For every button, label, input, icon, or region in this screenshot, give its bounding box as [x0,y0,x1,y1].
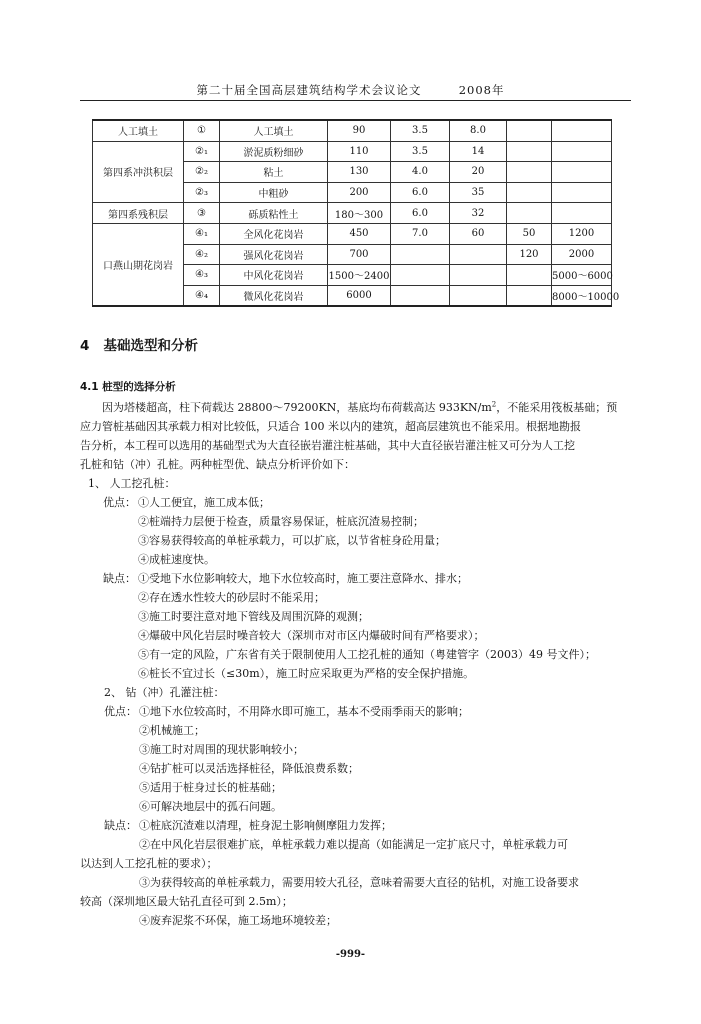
value-cell: 1500～2400 [328,265,391,286]
list-label: 优点： [104,705,137,718]
list-item: ①受地下水位影响较大，地下水位较高时，施工要注意降水、排水； [138,572,468,585]
code-cell: ②₂ [184,162,220,183]
table-row [93,141,612,162]
value-cell [552,141,612,162]
value-cell: 8.0 [450,120,507,141]
page-number: -999- [335,949,366,960]
code-cell: ④₁ [184,223,220,244]
soil-name-cell: 中粗砂 [220,182,328,203]
value-cell: 3.5 [391,141,450,162]
subsection-title: 桩型的选择分析 [102,381,176,393]
value-cell: 180～300 [328,203,391,224]
value-cell: 6.0 [391,203,450,224]
value-cell: 32 [450,203,507,224]
value-cell: 90 [328,120,391,141]
soil-name-cell: 人工填土 [220,120,328,141]
paragraph-line: 孔桩和钻（冲）孔桩。两种桩型优、缺点分析评价如下： [80,458,355,471]
value-cell [391,265,450,286]
code-cell: ④₄ [184,285,220,306]
code-cell: ②₃ [184,182,220,203]
list-item: ③施工时对周围的现状影响较小； [139,743,304,756]
value-cell: 4.0 [391,162,450,183]
superscript: 2 [491,400,497,409]
header-rule [80,100,631,101]
value-cell [450,285,507,306]
soil-name-cell: 粘土 [220,162,328,183]
value-cell [450,244,507,265]
paragraph-line: 因为塔楼超高，柱下荷载达 28800～79200KN，基底均布荷载高达 $933KN/m^2$，不能采用筏板基础；预 [102,400,618,414]
section-number: 4 [80,338,90,354]
soil-name-cell: 强风化花岗岩 [220,244,328,265]
value-cell: 110 [328,141,391,162]
section-title: 基础选型和分析 [103,338,199,354]
soil-name-cell: 微风化花岗岩 [220,285,328,306]
list-item: ②机械施工； [139,724,205,737]
list-item: ②在中风化岩层很难扩底，单桩承载力难以提高（如能满足一定扩底尺寸，单桩承载力可 [139,838,568,851]
value-cell [391,244,450,265]
header-title: 第二十届全国高层建筑结构学术会议论文 [196,83,422,97]
value-cell: 3.5 [391,120,450,141]
value-cell: 20 [450,162,507,183]
value-cell: 6.0 [391,182,450,203]
subsection-heading [80,379,176,394]
paragraph-line: 告分析，本工程可以选用的基础型式为大直径嵌岩灌注桩基础，其中大直径嵌岩灌注桩又可分为人工挖 [80,439,575,452]
value-cell [507,120,552,141]
list-item: 以达到人工挖孔桩的要求）； [80,857,218,870]
list-heading: 2、 钻（冲）孔灌注桩： [104,686,225,699]
value-cell: 50 [507,223,552,244]
value-cell [507,285,552,306]
value-cell: 1200 [552,223,612,244]
list-label: 缺点： [104,819,137,832]
list-item: ⑥可解决地层中的孤石问题。 [139,800,282,813]
value-cell: 6000 [328,285,391,306]
value-cell: 2000 [552,244,612,265]
value-cell [507,203,552,224]
list-item: ③容易获得较高的单桩承载力，可以扩底，以节省桩身砼用量； [138,534,446,547]
paragraph-line: 应力管桩基础因其承载力相对比较低，只适合 100 米以内的建筑，超高层建筑也不能采用。根据地勘报 [80,420,581,433]
list-item: ③为获得较高的单桩承载力，需要用较大孔径，意味着需要大直径的钻机，对施工设备要求 [139,876,579,889]
value-cell [507,162,552,183]
table-row [93,223,612,244]
code-cell: ④₃ [184,265,220,286]
value-cell [552,182,612,203]
list-item: ④废弃泥浆不环保，施工场地环境较差； [139,914,337,927]
layer-cell: 第四系冲洪积层 [93,141,184,203]
list-item: ①地下水位较高时，不用降水即可施工，基本不受雨季雨天的影响； [139,705,469,718]
list-item: ④爆破中风化岩层时噪音较大（深圳市对市区内爆破时间有严格要求）； [138,629,485,642]
list-label: 优点： [103,496,136,509]
layer-cell: 第四系残积层 [93,203,184,224]
list-item: ④成桩速度快。 [138,553,215,566]
soil-name-cell: 全风化花岗岩 [220,223,328,244]
list-item: 较高（深圳地区最大钻孔直径可到 2.5m）； [80,895,293,908]
header-year: 2008年 [458,83,505,97]
value-cell [507,182,552,203]
value-cell: 450 [328,223,391,244]
list-item: ⑥桩长不宜过长（≤30m），施工时应采取更为严格的安全保护措施。 [138,667,475,680]
value-cell: 14 [450,141,507,162]
value-cell [507,141,552,162]
soil-name-cell: 淤泥质粉细砂 [220,141,328,162]
code-cell: ②₁ [184,141,220,162]
list-item: ⑤有一定的风险，广东省有关于限制使用人工挖孔桩的通知（粤建管字（2003）49 号文件）； [138,648,596,661]
value-cell: 700 [328,244,391,265]
value-cell: 200 [328,182,391,203]
soil-parameter-table [92,119,620,307]
list-label: 缺点： [103,572,136,585]
code-cell: ④₂ [184,244,220,265]
value-cell: 5000～6000 [552,265,612,286]
layer-cell: 人工填土 [93,120,184,141]
list-item: ③施工时要注意对地下管线及周围沉降的观测； [138,610,369,623]
list-item: ②桩端持力层便于检查，质量容易保证，桩底沉渣易控制； [138,515,424,528]
value-cell [507,265,552,286]
value-cell [552,120,612,141]
value-cell [552,203,612,224]
section-heading [80,334,198,354]
value-cell: 60 [450,223,507,244]
list-item: ①桩底沉渣难以清理，桩身泥土影响侧摩阻力发挥； [139,819,392,832]
value-cell: 130 [328,162,391,183]
table-row [93,120,612,141]
list-item: ④钻扩桩可以灵活选择桩径，降低浪费系数； [139,762,359,775]
layer-cell: 口燕山期花岗岩 [93,223,184,306]
running-header [0,82,701,98]
value-cell [391,285,450,306]
value-cell: 8000～10000 [552,285,612,306]
subsection-number: 4.1 [80,381,99,393]
value-cell: 35 [450,182,507,203]
list-heading: 1、 人工挖孔桩： [88,477,176,490]
table-row [93,203,612,224]
value-cell: 120 [507,244,552,265]
code-cell: ③ [184,203,220,224]
value-cell: 7.0 [391,223,450,244]
code-cell: ① [184,120,220,141]
value-cell [450,265,507,286]
soil-name-cell: 砾质粘性土 [220,203,328,224]
list-item: ②存在透水性较大的砂层时不能采用； [138,591,325,604]
value-cell [552,162,612,183]
list-item: ①人工便宜，施工成本低； [138,496,270,509]
list-item: ⑤适用于桩身过长的桩基础； [139,781,282,794]
soil-name-cell: 中风化花岗岩 [220,265,328,286]
